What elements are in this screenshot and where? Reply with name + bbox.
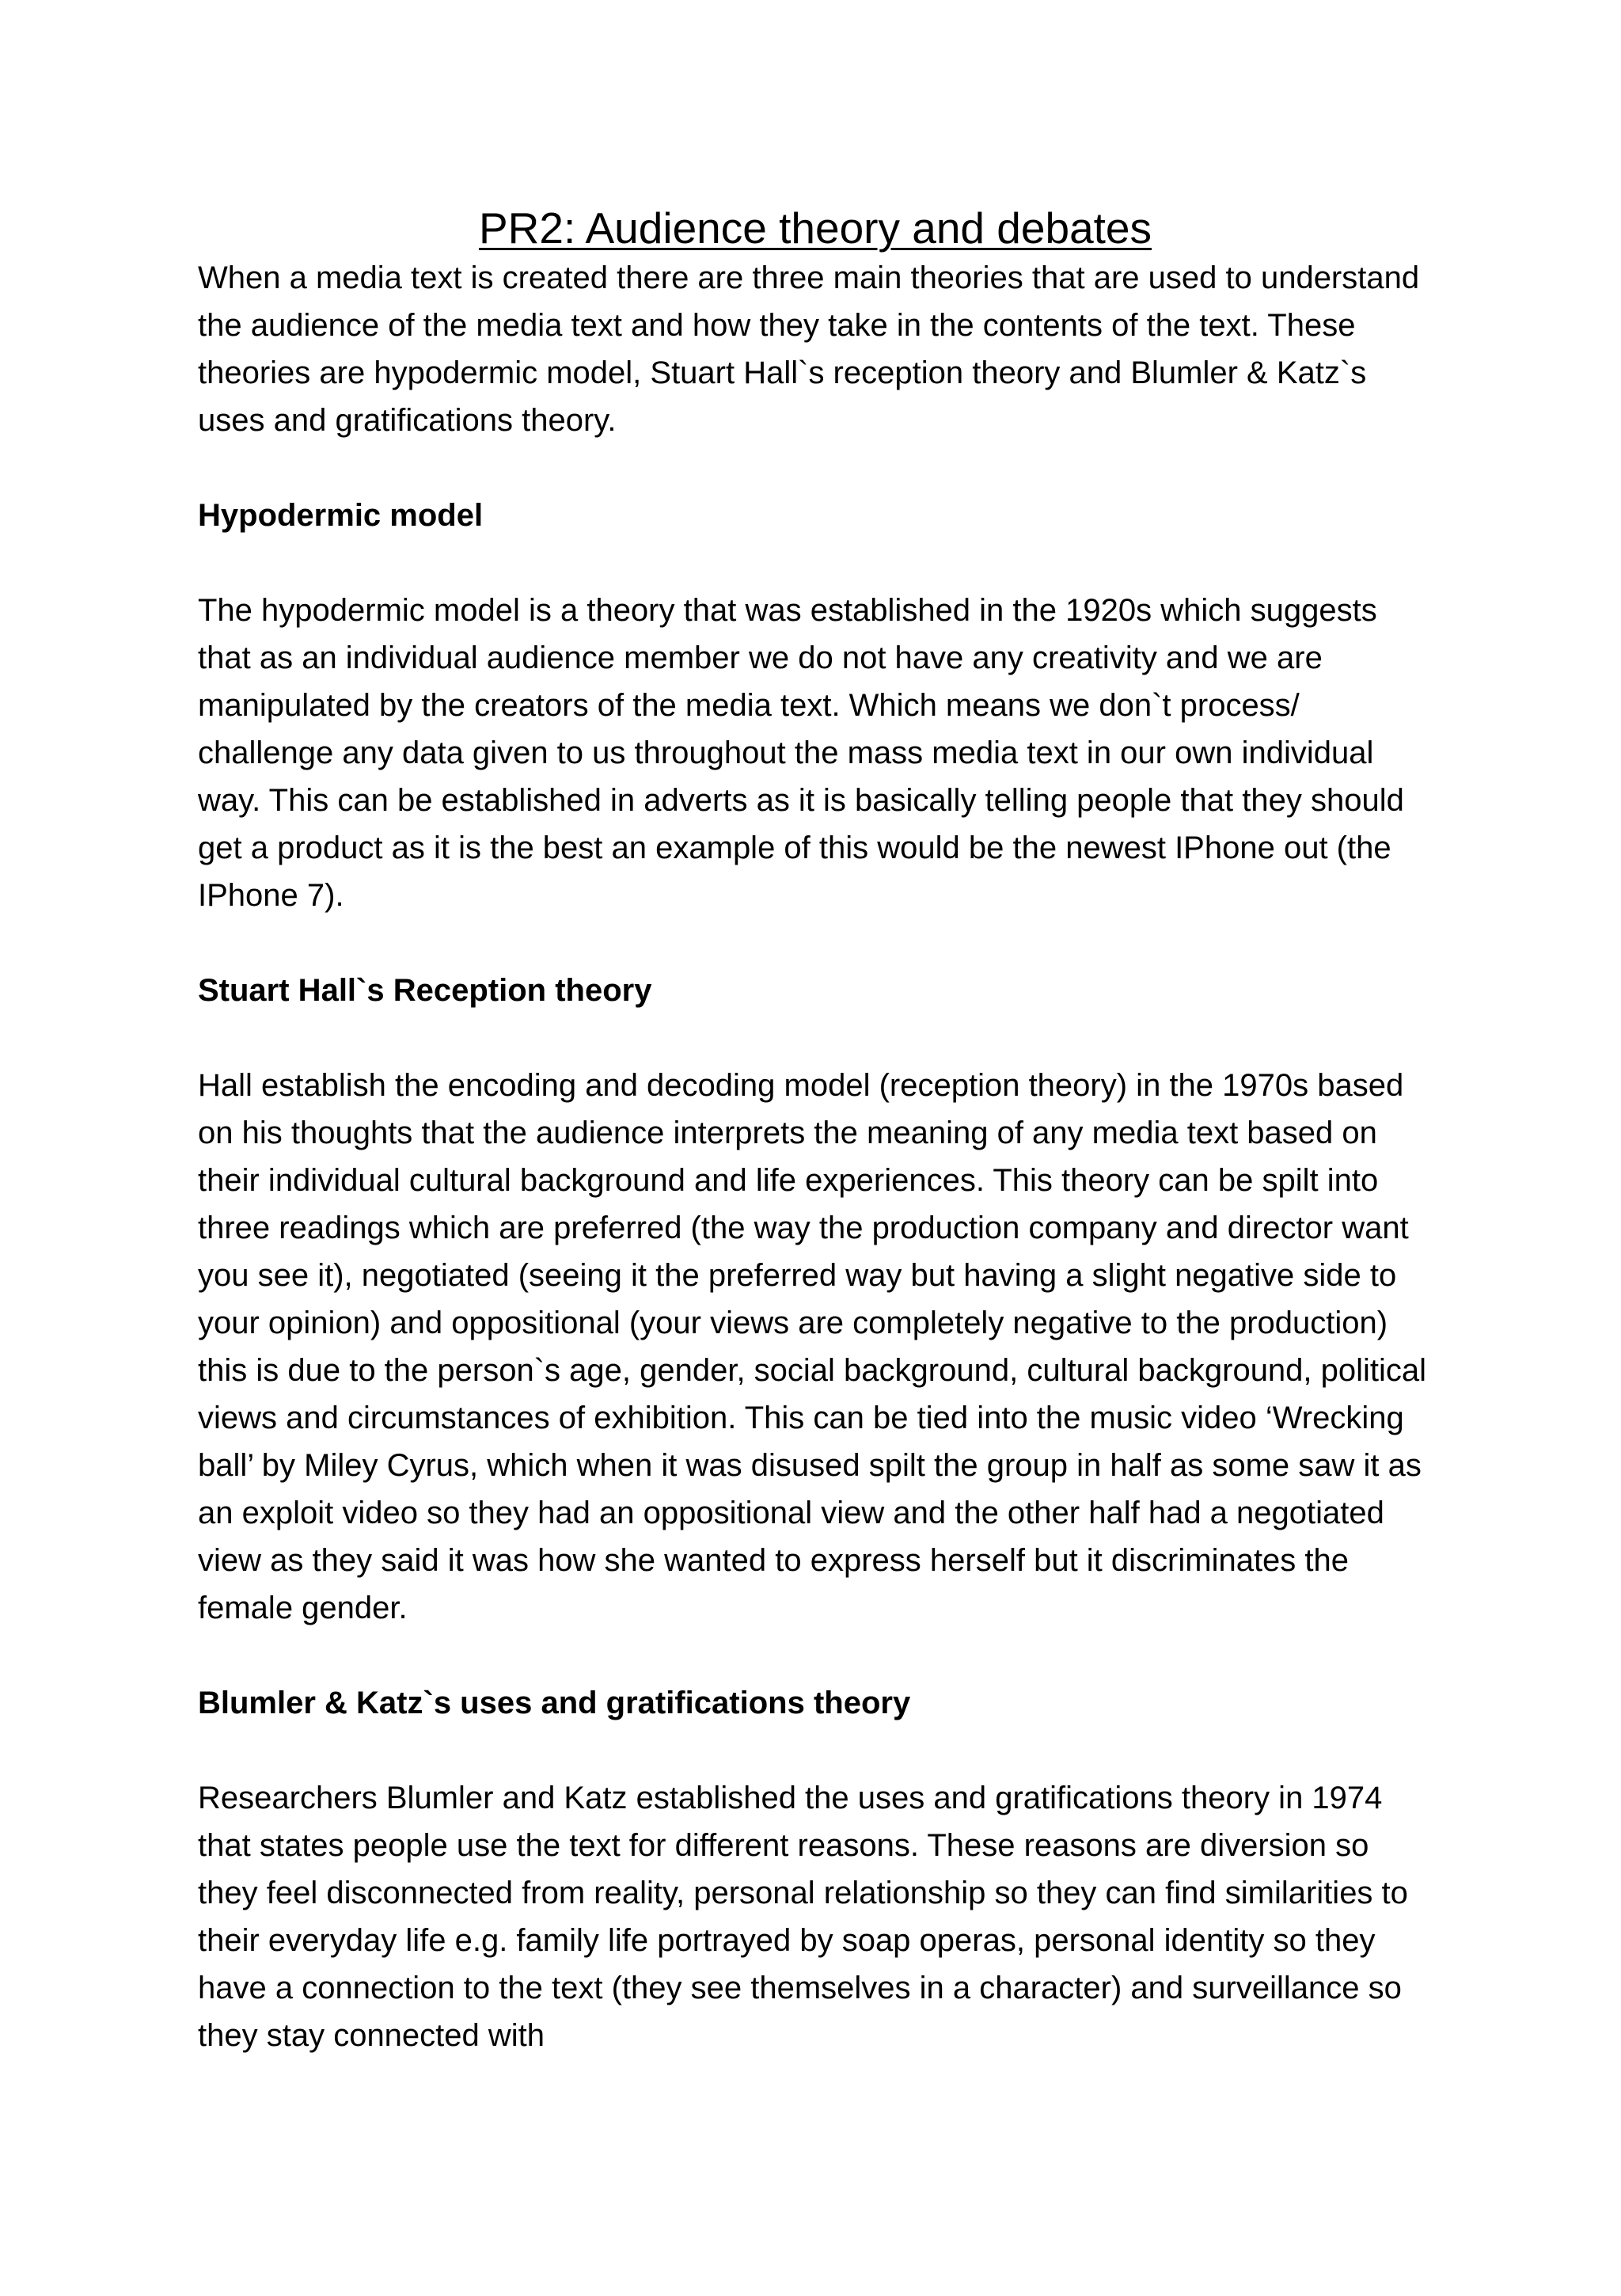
section-heading: Blumler & Katz`s uses and gratifications theory — [198, 1686, 911, 1720]
section-heading: Stuart Hall`s Reception theory — [198, 973, 652, 1008]
section-body: The hypodermic model is a theory that was established in the 1920s which suggests that as an individual audience member we do not have any creativity and we are manipulated by the creators of the media text. Which means we don`t process/ challenge any data given to us throughout the mass media text in our own individual way. This can be established in adverts as it is basically telling people that they should get a product as it is the best an example of this would be the newest IPhone out (the IPhone 7). — [198, 593, 1404, 913]
document-title: PR2: Audience theory and debates — [478, 203, 1152, 253]
section-uses-and-gratifications — [198, 1679, 1433, 2059]
document-page — [198, 202, 1433, 2059]
intro-paragraph: When a media text is created there are three main theories that are used to understand the audience of the media text and how they take in the contents of the text. These theories are hypodermic model, Stuart Hall`s reception theory and Blumler & Katz`s uses and gratifications theory. — [198, 260, 1420, 438]
section-reception-theory — [198, 967, 1433, 1632]
section-body: Researchers Blumler and Katz established the uses and gratifications theory in 1974 that states people use the text for different reasons. These reasons are diversion so they feel disconnected from reality, personal relationship so they can find similarities to their everyday life e.g. family life portrayed by soap operas, personal identity so they have a connection to the text (they see themselves in a character) and surveillance so they stay connected with — [198, 1781, 1408, 2053]
section-heading: Hypodermic model — [198, 498, 484, 533]
section-body: Hall establish the encoding and decoding model (reception theory) in the 1970s based on his thoughts that the audience interprets the meaning of any media text based on their individual cultural background and life experiences. This theory can be spilt into three readings which are preferred (the way the production company and director want you see it), negotiated (seeing it the preferred way but having a slight negative side to your opinion) and oppositional (your views are completely negative to the production) this is due to the person`s age, gender, social background, cultural background, political views and circumstances of exhibition. This can be tied into the music video ‘Wrecking ball’ by Miley Cyrus, which when it was disused spilt the group in half as some saw it as an exploit video so they had an oppositional view and the other half had a negotiated view as they said it was how she wanted to express herself but it discriminates the female gender. — [198, 1068, 1427, 1625]
section-hypodermic-model — [198, 492, 1433, 919]
